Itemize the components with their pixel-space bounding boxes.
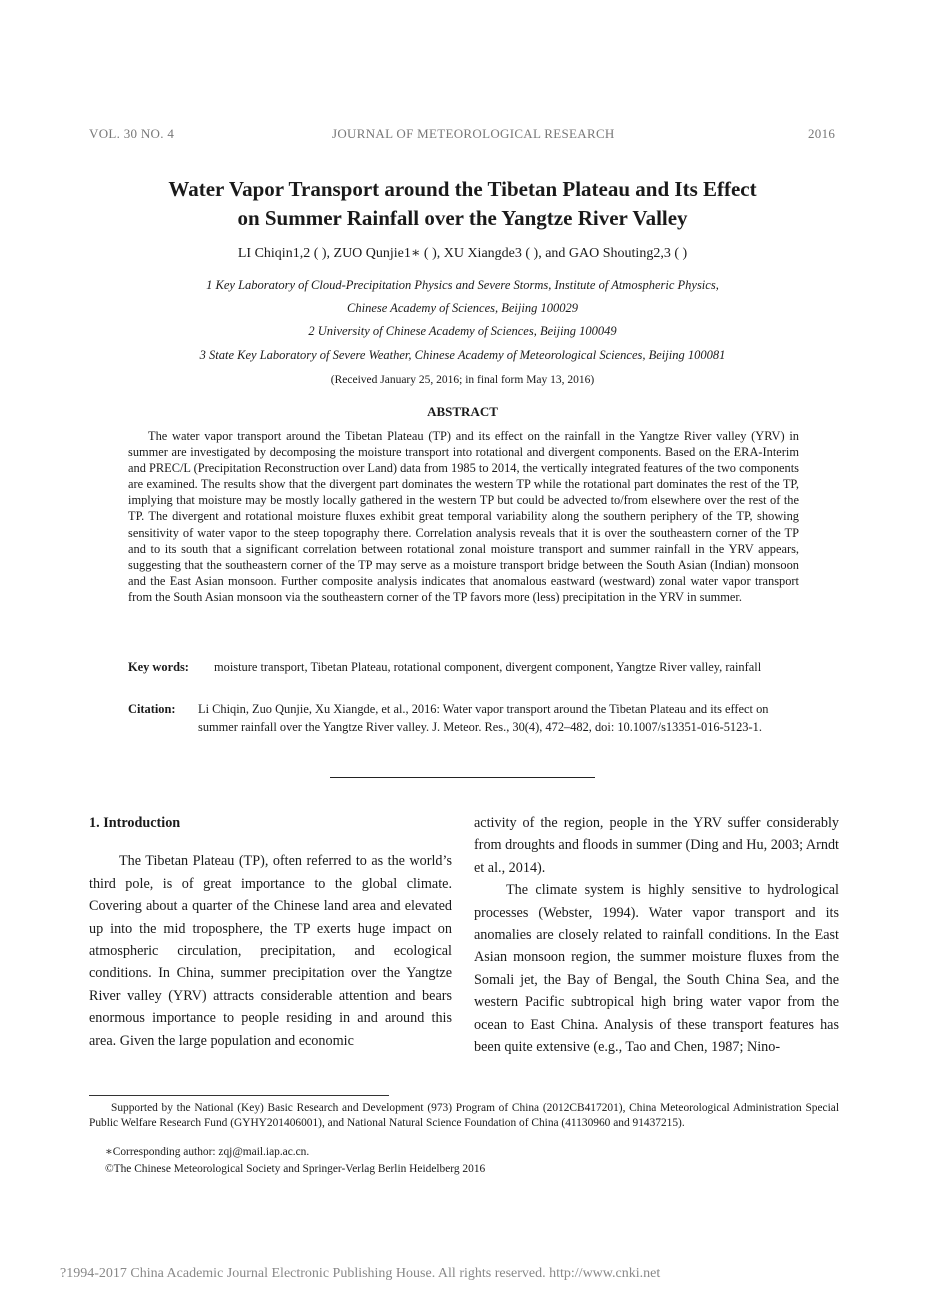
received-dates: (Received January 25, 2016; in final form May 13, 2016) xyxy=(330,374,595,386)
footnote-copyright: ©The Chinese Meteorological Society and Springer-Verlag Berlin Heidelberg 2016 xyxy=(105,1163,486,1175)
footnote-corresponding: ∗Corresponding author: zqj@mail.iap.ac.cn. xyxy=(105,1146,310,1158)
right-paragraph-1: activity of the region, people in the YRV suffer considerably from droughts and floods in summer (Ding and Hu, 2003; Arndt et al., 2014). xyxy=(474,815,839,876)
title-line-1: Water Vapor Transport around the Tibetan Plateau and Its Effect xyxy=(168,177,757,201)
keywords-text: moisture transport, Tibetan Plateau, rotational component, divergent component, Yangtze River valley, rainfall xyxy=(214,660,762,674)
footnote-divider xyxy=(89,1095,389,1096)
abstract-text: The water vapor transport around the Tibetan Plateau (TP) and its effect on the rainfall in the Yangtze River valley (YRV) in summer are investigated by decomposing the moisture transport into rotational and divergent components. Based on the ERA-Interim and PREC/L (Precipitation Reconstruction over Land) data from 1985 to 2014, the vertically integrated features of the two components are examined. The results show that the divergent part dominates the western TP while the rotational part dominates the rest of the TP, implying that moisture may be mostly locally gathered in the western TP but could be advected to/from elsewhere over the rest of the TP. The divergent and rotational moisture fluxes exhibit great temporal variability along the southern periphery of the TP, showing sensitivity of water vapor to the steep topography there. Correlation analysis reveals that it is over the southeastern corner of the TP and to its south that a significant correlation between rotational zonal moisture transport and summer rainfall in the YRV appears, suggesting that the southeastern corner of the TP may serve as a moisture transport bridge between the South Asian (Indian) monsoon and the East Asian monsoon. Further composite analysis indicates that anomalous eastward (westward) zonal water vapor transport from the South Asian monsoon via the southeastern corner of the TP favors more (less) precipitation in the YRV in summer. xyxy=(128,429,799,604)
citation-text: Li Chiqin, Zuo Qunjie, Xu Xiangde, et al., 2016: Water vapor transport around the Tibetan Plateau and its effect on summer rainfall over the Yangtze River valley. J. Meteor. Res., 30(4), 472–482, doi: 10.1007/s13351-016-5123-1. xyxy=(198,702,769,734)
header-volume: VOL. 30 NO. 4 xyxy=(89,126,175,141)
section-heading: 1. Introduction xyxy=(89,815,181,831)
affiliation-2: 2 University of Chinese Academy of Sciences, Beijing 100049 xyxy=(308,324,617,338)
right-paragraph-2: The climate system is highly sensitive to hydrological processes (Webster, 1994). Water vapor transport and its anomalies are closely related to rainfall conditions. In the East Asian monsoon region, the summer moisture fluxes from the Somali jet, the Bay of Bengal, the South China Sea, and the western Pacific subtropical high bring water vapor from the ocean to East China. Analysis of these transport features has been quite extensive (e.g., Tao and Chen, 1987; Nino- xyxy=(474,882,839,1056)
affiliation-1a: 1 Key Laboratory of Cloud-Precipitation Physics and Severe Storms, Institute of Atmospheric Physics, xyxy=(206,278,719,292)
header-year: 2016 xyxy=(808,126,836,141)
abstract-divider xyxy=(330,777,595,778)
affiliation-3: 3 State Key Laboratory of Severe Weather, Chinese Academy of Meteorological Sciences, Beijing 100081 xyxy=(199,348,726,362)
affiliation-1b: Chinese Academy of Sciences, Beijing 100029 xyxy=(347,301,578,315)
left-paragraph: The Tibetan Plateau (TP), often referred to as the world’s third pole, is of great importance to the global climate. Covering about a quarter of the Chinese land area and elevated up into the mid troposphere, the TP exerts huge impact on atmospheric circulation, precipitation, and ecological conditions. In China, summer precipitation over the Yangtze River valley (YRV) attracts considerable attention and bears enormous importance to people residing in and around this area. Given the large population and economic xyxy=(89,853,452,1049)
right-column xyxy=(474,812,839,1058)
cnki-footer: ?1994-2017 China Academic Journal Electronic Publishing House. All rights reserved. http://www.cnki.net xyxy=(60,1266,661,1281)
citation-label: Citation: xyxy=(128,702,176,716)
title-line-2: on Summer Rainfall over the Yangtze River Valley xyxy=(237,206,688,230)
paper-title xyxy=(60,175,865,233)
keywords xyxy=(128,658,799,676)
citation xyxy=(128,700,799,736)
authors: LI Chiqin1,2 ( ), ZUO Qunjie1∗ ( ), XU Xiangde3 ( ), and GAO Shouting2,3 ( ) xyxy=(237,246,688,261)
header-journal: JOURNAL OF METEOROLOGICAL RESEARCH xyxy=(332,126,615,141)
footnote-funding: Supported by the National (Key) Basic Research and Development (973) Program of China (2012CB417201), China Meteorological Administration Special Public Welfare Research Fund (GYHY201406001), and National Natural Science Foundation of China (41130960 and 91437215). xyxy=(89,1102,839,1129)
left-column xyxy=(89,812,452,1052)
keywords-label: Key words: xyxy=(128,660,189,674)
abstract-heading: ABSTRACT xyxy=(427,404,498,419)
